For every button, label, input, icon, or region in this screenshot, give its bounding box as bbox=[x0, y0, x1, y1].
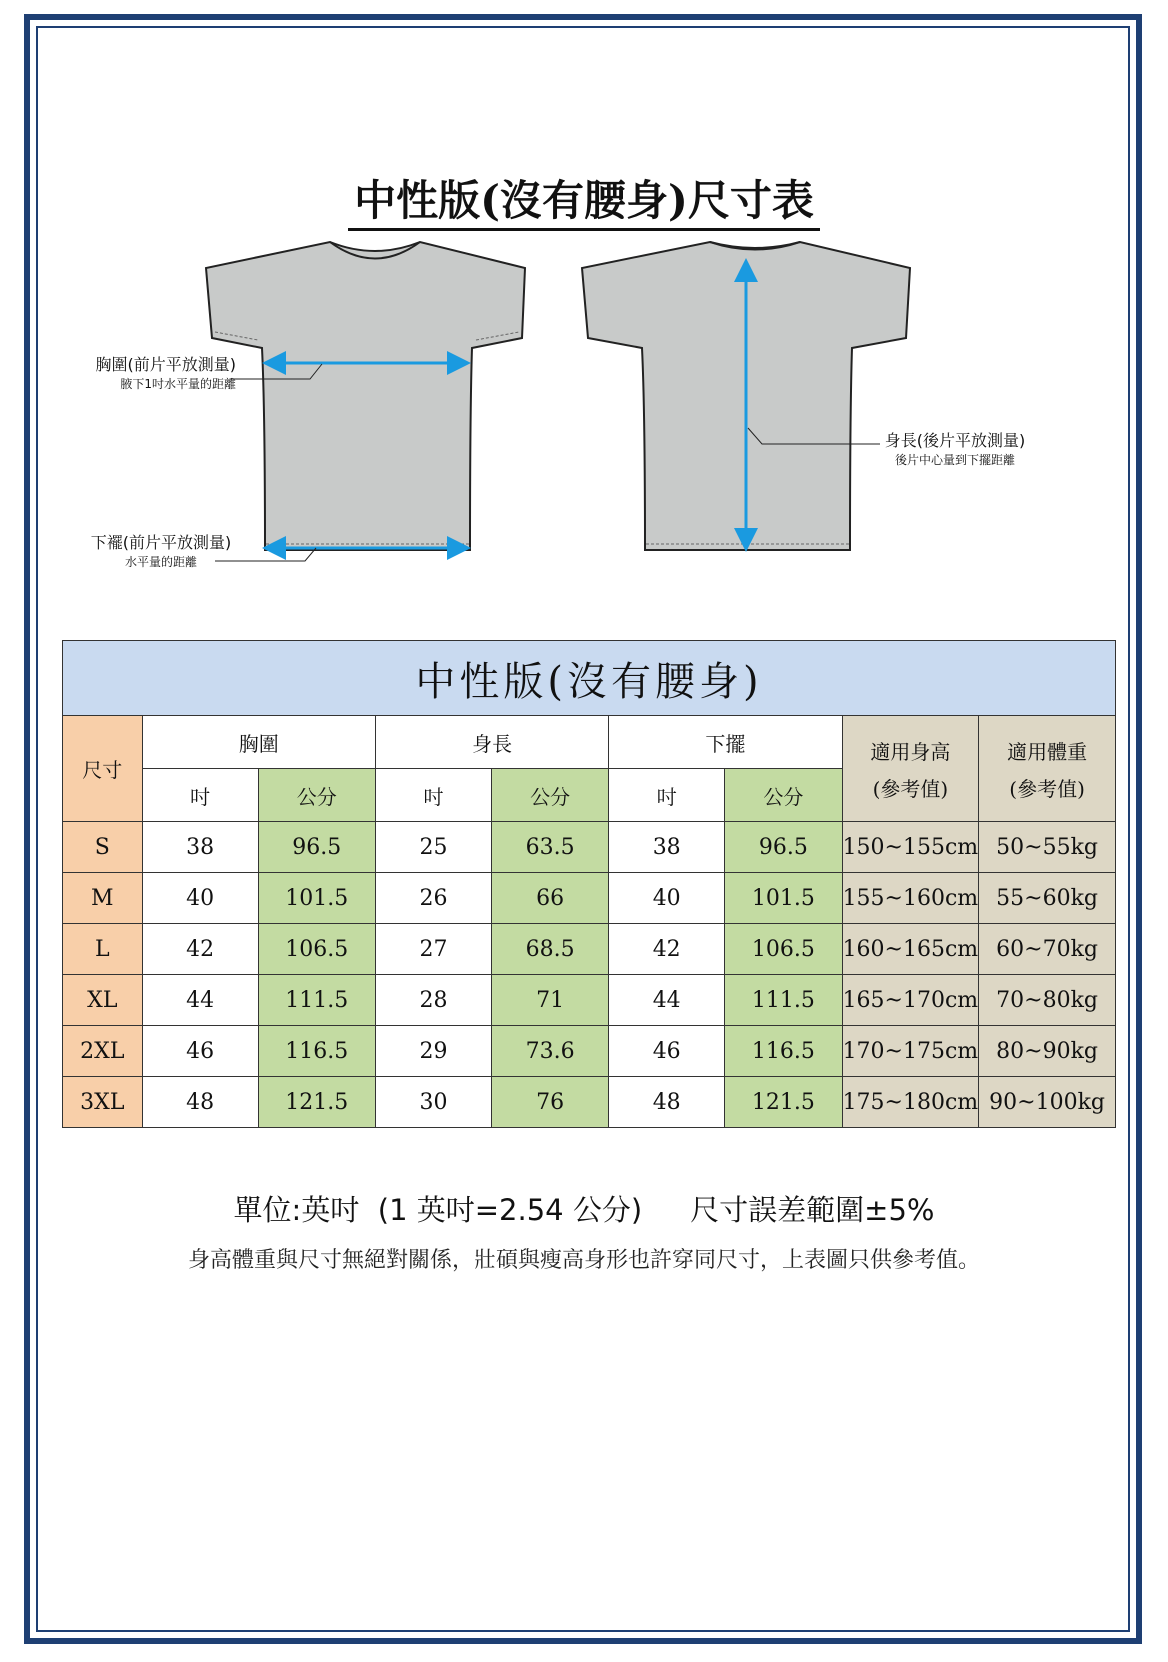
hem-inch-header: 吋 bbox=[609, 769, 725, 822]
size-header: 尺寸 bbox=[63, 716, 143, 822]
hem-inch-cell: 38 bbox=[609, 822, 725, 873]
hem-label bbox=[86, 530, 236, 570]
length-inch-cell: 30 bbox=[375, 1077, 491, 1128]
length-group-header: 身長 bbox=[375, 716, 608, 769]
length-inch-cell: 28 bbox=[375, 975, 491, 1026]
table-row bbox=[63, 1077, 1116, 1128]
chest-cm-cell: 116.5 bbox=[258, 1026, 375, 1077]
size-cell: L bbox=[63, 924, 143, 975]
chest-label bbox=[86, 352, 236, 392]
front-shirt bbox=[206, 242, 525, 561]
length-cm-cell: 76 bbox=[491, 1077, 608, 1128]
length-inch-cell: 26 bbox=[375, 873, 491, 924]
length-cm-cell: 73.6 bbox=[491, 1026, 608, 1077]
hem-inch-cell: 48 bbox=[609, 1077, 725, 1128]
length-label-title: 身長(後片平放測量) bbox=[884, 431, 1026, 450]
chest-inch-cell: 40 bbox=[142, 873, 258, 924]
length-label-sub: 後片中心量到下擺距離 bbox=[894, 453, 1015, 467]
weight-header-line1: 適用體重 bbox=[1007, 739, 1088, 764]
hem-cm-cell: 111.5 bbox=[725, 975, 842, 1026]
table-row bbox=[63, 975, 1116, 1026]
page-title-text: 中性版(沒有腰身)尺寸表 bbox=[348, 176, 820, 231]
tolerance-note-text: 尺寸誤差範圍±5% bbox=[690, 1193, 935, 1227]
length-cm-header: 公分 bbox=[491, 769, 608, 822]
length-inch-cell: 25 bbox=[375, 822, 491, 873]
size-cell: 3XL bbox=[63, 1077, 143, 1128]
chest-inch-cell: 44 bbox=[142, 975, 258, 1026]
chest-inch-cell: 42 bbox=[142, 924, 258, 975]
shirt-diagram bbox=[80, 240, 1100, 610]
table-row bbox=[63, 924, 1116, 975]
chest-inch-cell: 38 bbox=[142, 822, 258, 873]
chest-label-sub: 腋下1吋水平量的距離 bbox=[120, 377, 236, 391]
unit-note-text: 單位:英吋 (1 英吋=2.54 公分) bbox=[233, 1193, 643, 1227]
chest-label-title: 胸圍(前片平放測量) bbox=[95, 355, 236, 374]
weight-header-line2: (參考值) bbox=[1009, 776, 1085, 801]
size-cell: 2XL bbox=[63, 1026, 143, 1077]
height-header bbox=[842, 716, 979, 822]
page-title bbox=[0, 168, 1168, 228]
height-header-line1: 適用身高 bbox=[870, 739, 951, 764]
length-cm-cell: 68.5 bbox=[491, 924, 608, 975]
length-inch-header: 吋 bbox=[375, 769, 491, 822]
size-cell: M bbox=[63, 873, 143, 924]
weight-cell: 80~90kg bbox=[979, 1026, 1116, 1077]
chest-cm-cell: 111.5 bbox=[258, 975, 375, 1026]
length-inch-cell: 27 bbox=[375, 924, 491, 975]
weight-cell: 55~60kg bbox=[979, 873, 1116, 924]
hem-cm-cell: 106.5 bbox=[725, 924, 842, 975]
hem-cm-header: 公分 bbox=[725, 769, 842, 822]
chest-cm-header: 公分 bbox=[258, 769, 375, 822]
height-cell: 170~175cm bbox=[842, 1026, 979, 1077]
hem-cm-cell: 101.5 bbox=[725, 873, 842, 924]
chest-group-header: 胸圍 bbox=[142, 716, 375, 769]
hem-inch-cell: 44 bbox=[609, 975, 725, 1026]
hem-cm-cell: 96.5 bbox=[725, 822, 842, 873]
height-cell: 150~155cm bbox=[842, 822, 979, 873]
hem-inch-cell: 46 bbox=[609, 1026, 725, 1077]
unit-note bbox=[0, 1188, 1168, 1229]
chest-cm-cell: 96.5 bbox=[258, 822, 375, 873]
height-cell: 175~180cm bbox=[842, 1077, 979, 1128]
length-cm-cell: 63.5 bbox=[491, 822, 608, 873]
hem-cm-cell: 121.5 bbox=[725, 1077, 842, 1128]
chest-inch-cell: 46 bbox=[142, 1026, 258, 1077]
chest-inch-header: 吋 bbox=[142, 769, 258, 822]
hem-inch-cell: 40 bbox=[609, 873, 725, 924]
weight-cell: 70~80kg bbox=[979, 975, 1116, 1026]
chest-cm-cell: 106.5 bbox=[258, 924, 375, 975]
weight-header bbox=[979, 716, 1116, 822]
table-title: 中性版(沒有腰身) bbox=[63, 641, 1116, 716]
height-header-line2: (參考值) bbox=[872, 776, 949, 801]
weight-cell: 60~70kg bbox=[979, 924, 1116, 975]
front-shirt-body bbox=[206, 242, 525, 550]
height-cell: 155~160cm bbox=[842, 873, 979, 924]
table-row bbox=[63, 1026, 1116, 1077]
chest-cm-cell: 101.5 bbox=[258, 873, 375, 924]
length-cm-cell: 71 bbox=[491, 975, 608, 1026]
length-label bbox=[880, 428, 1030, 468]
chest-inch-cell: 48 bbox=[142, 1077, 258, 1128]
length-cm-cell: 66 bbox=[491, 873, 608, 924]
weight-cell: 90~100kg bbox=[979, 1077, 1116, 1128]
size-cell: XL bbox=[63, 975, 143, 1026]
hem-label-sub: 水平量的距離 bbox=[124, 555, 197, 569]
height-cell: 165~170cm bbox=[842, 975, 979, 1026]
length-inch-cell: 29 bbox=[375, 1026, 491, 1077]
back-shirt bbox=[582, 242, 910, 550]
table-row bbox=[63, 822, 1116, 873]
hem-group-header: 下擺 bbox=[609, 716, 842, 769]
hem-label-title: 下襬(前片平放測量) bbox=[90, 533, 232, 552]
height-cell: 160~165cm bbox=[842, 924, 979, 975]
size-cell: S bbox=[63, 822, 143, 873]
disclaimer-note: 身高體重與尺寸無絕對關係，壯碩與瘦高身形也許穿同尺寸，上表圖只供參考值。 bbox=[187, 1248, 980, 1273]
size-table bbox=[62, 640, 1116, 1128]
chest-cm-cell: 121.5 bbox=[258, 1077, 375, 1128]
hem-cm-cell: 116.5 bbox=[725, 1026, 842, 1077]
weight-cell: 50~55kg bbox=[979, 822, 1116, 873]
table-row bbox=[63, 873, 1116, 924]
hem-inch-cell: 42 bbox=[609, 924, 725, 975]
